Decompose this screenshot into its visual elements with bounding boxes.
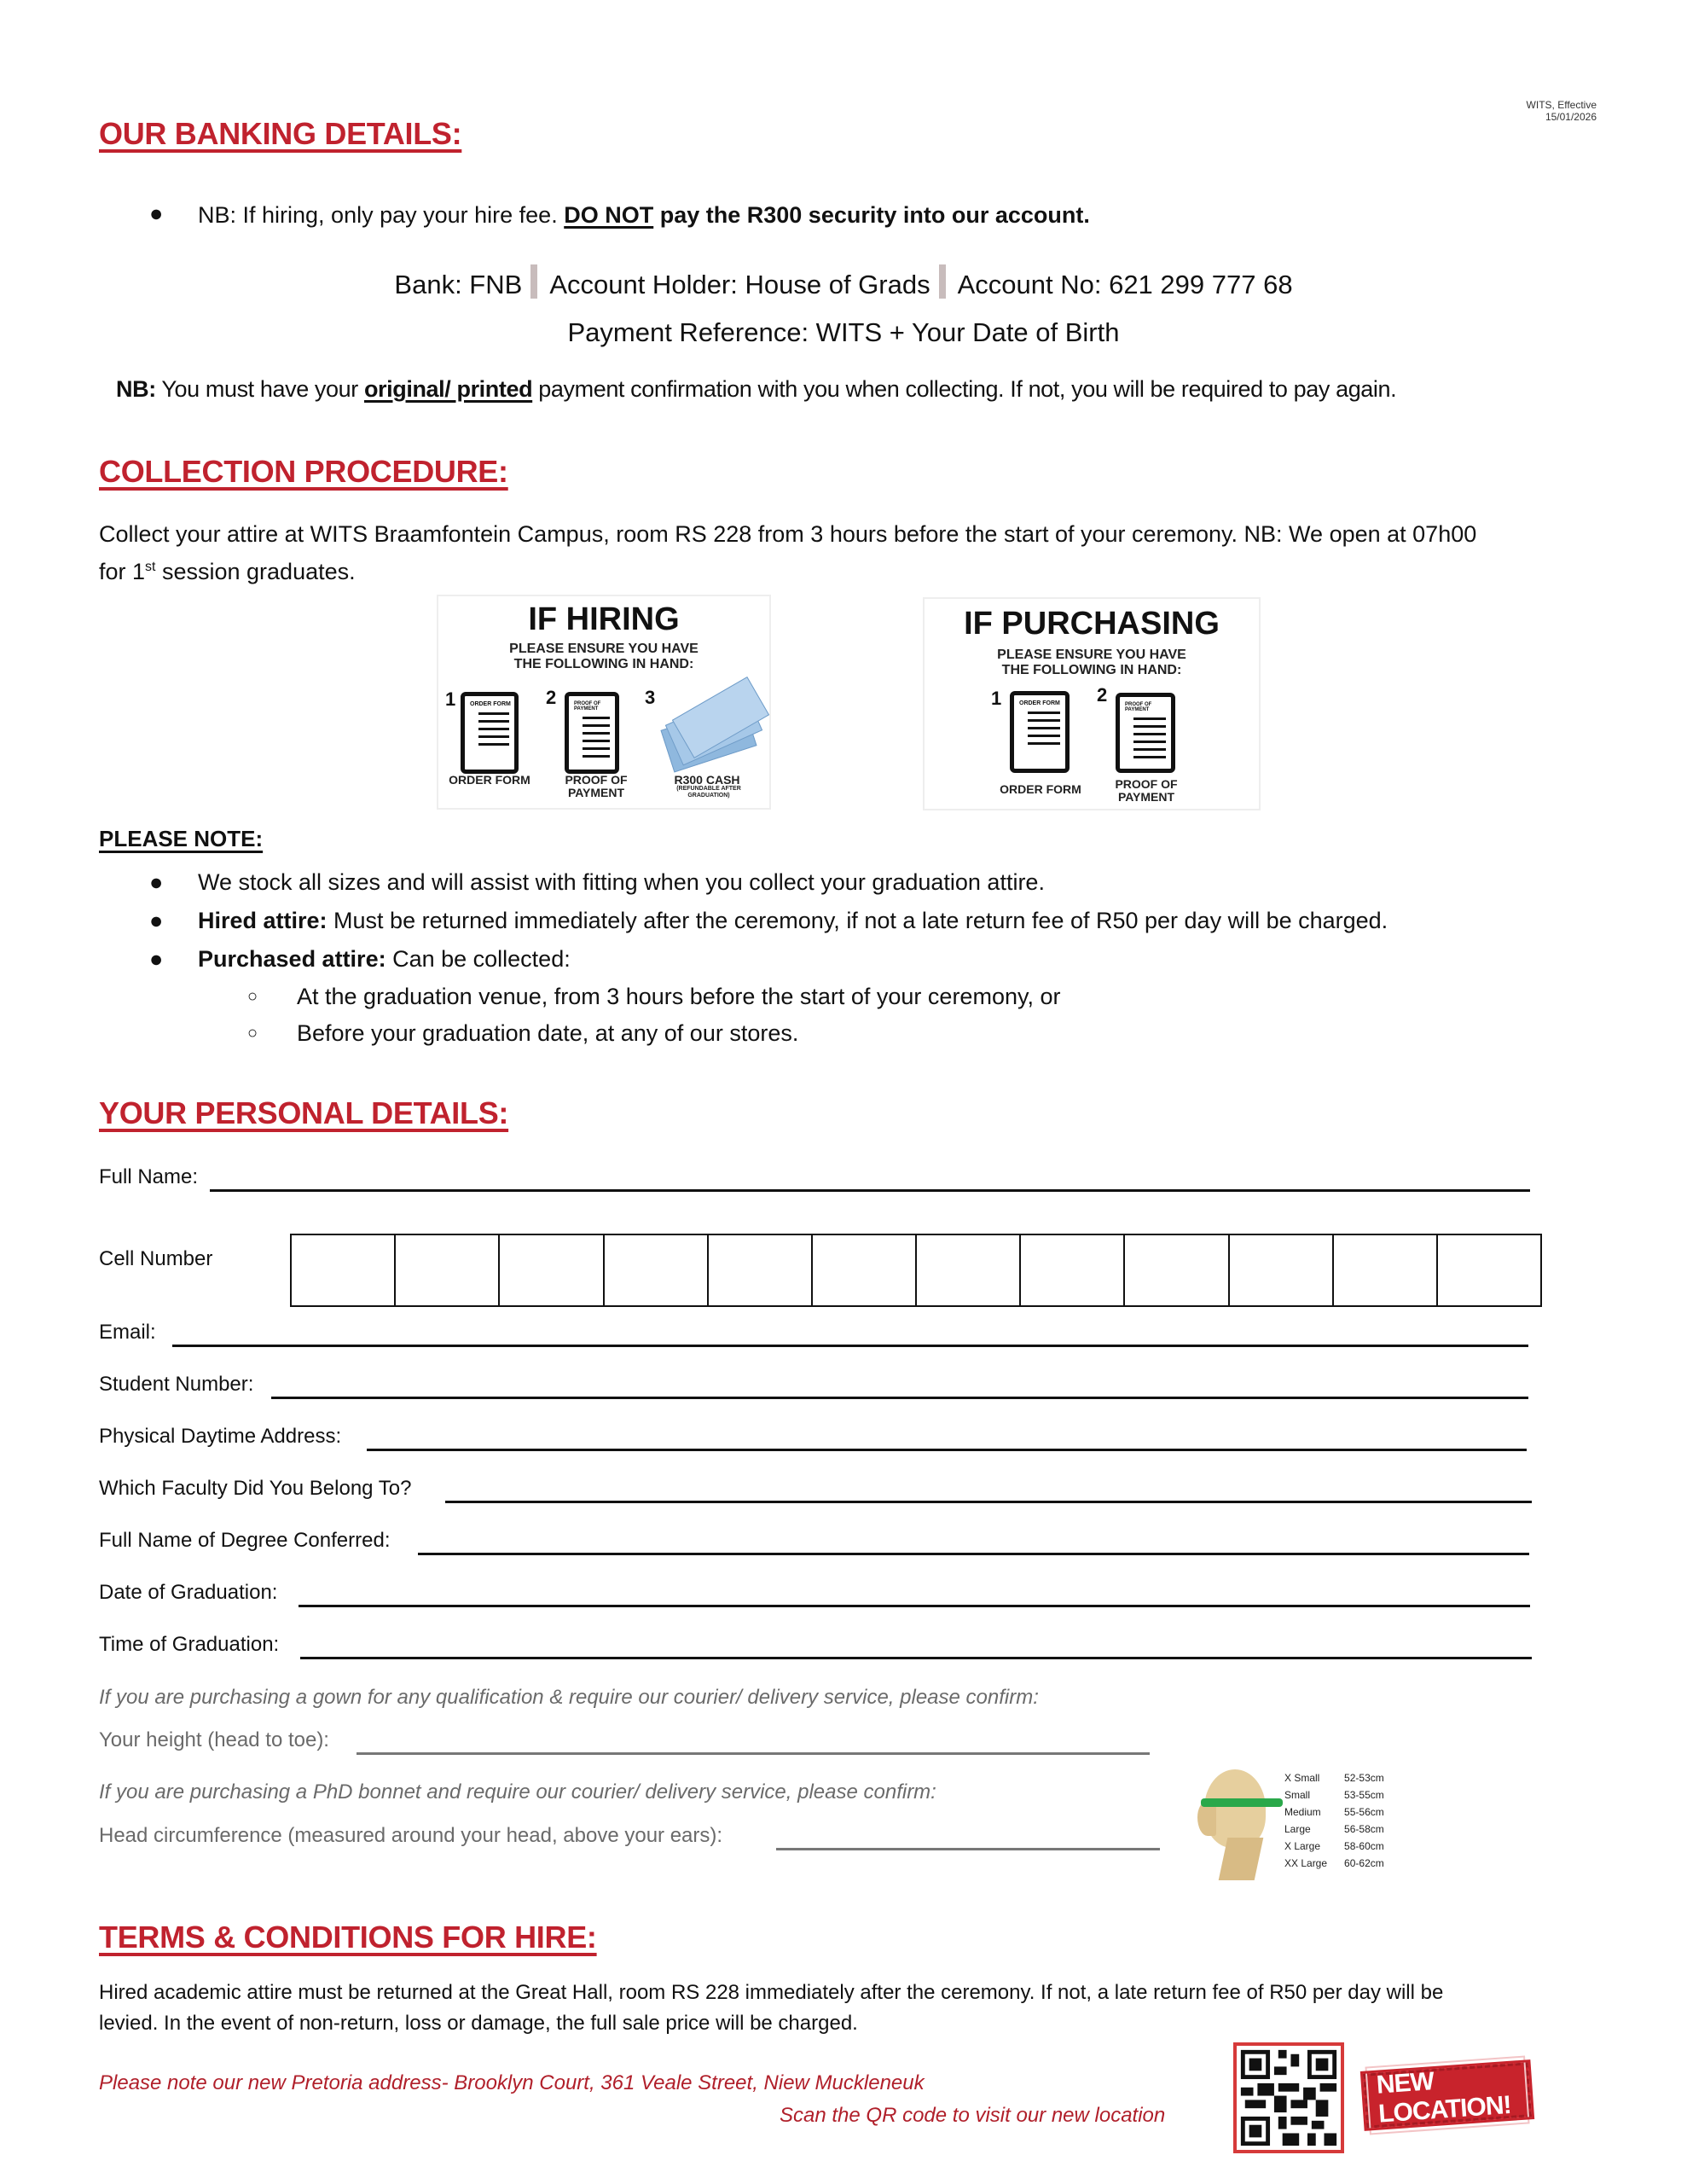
size-name: X Small (1284, 1772, 1320, 1784)
item-number: 1 (991, 688, 1002, 709)
full-name-field[interactable] (210, 1189, 1530, 1192)
full-name-label: Full Name: (99, 1165, 199, 1188)
item-note: (REFUNDABLE AFTER GRADUATION) (676, 786, 741, 799)
size-range: 55-56cm (1344, 1806, 1384, 1818)
student-number-field[interactable] (271, 1397, 1528, 1399)
size-range: 53-55cm (1344, 1789, 1384, 1801)
item-caption: R300 CASH (674, 773, 740, 787)
email-label: Email: (99, 1321, 156, 1344)
cell-number-digit-box[interactable] (709, 1235, 813, 1305)
confirm-emph: original/ printed (363, 376, 533, 402)
collection-line-2 (99, 558, 356, 585)
cell-number-digit-box[interactable] (605, 1235, 709, 1305)
cell-number-digit-box[interactable] (1334, 1235, 1438, 1305)
line2-pre: for 1 (99, 559, 146, 584)
note-item-1 (149, 868, 1045, 896)
personal-heading: YOUR PERSONAL DETAILS: (99, 1095, 509, 1130)
qr-code[interactable] (1233, 2042, 1344, 2153)
size-name: Large (1284, 1823, 1311, 1835)
degree-label: Full Name of Degree Conferred: (99, 1529, 391, 1552)
stamp-text: NEW LOCATION! (1365, 2056, 1529, 2135)
card-title: IF HIRING (528, 601, 680, 637)
date-field[interactable] (299, 1605, 1530, 1607)
note-subitem-1 (247, 983, 1060, 1010)
size-row (1284, 1855, 1401, 1872)
time-field[interactable] (300, 1657, 1532, 1659)
item-caption: PROOF OF PAYMENT (1115, 777, 1178, 804)
bullet-icon: ● (149, 200, 164, 226)
bonnet-delivery-note: If you are purchasing a PhD bonnet and require our courier/ delivery service, please confirm: (99, 1780, 936, 1804)
size-row (1284, 1804, 1401, 1821)
new-address-note: Please note our new Pretoria address- Brooklyn Court, 361 Veale Street, Niew Muckleneuk (99, 2071, 925, 2094)
time-label: Time of Graduation: (99, 1633, 280, 1656)
cell-number-digit-box[interactable] (1230, 1235, 1334, 1305)
cell-number-digit-box[interactable] (813, 1235, 917, 1305)
note-bold: Hired attire: (198, 908, 328, 933)
note-item-3 (149, 945, 571, 973)
banking-nb-item (149, 201, 1090, 229)
account-number: Account No: 621 299 777 68 (957, 270, 1293, 299)
confirm-pre: You must have your (155, 376, 364, 402)
nb-suffix: pay the R300 security into our account. (653, 202, 1090, 228)
email-field[interactable] (172, 1345, 1528, 1347)
size-row (1284, 1769, 1401, 1786)
item-caption: PROOF OF PAYMENT (565, 773, 628, 799)
gown-delivery-note: If you are purchasing a gown for any qualification & require our courier/ delivery service, please confirm: (99, 1686, 1039, 1709)
card-subtitle-2: THE FOLLOWING IN HAND: (513, 657, 694, 671)
item-number: 1 (445, 688, 456, 710)
card-title: IF PURCHASING (964, 606, 1220, 642)
bullet-icon: ● (149, 908, 164, 933)
cell-number-digit-box[interactable] (1125, 1235, 1229, 1305)
banknotes-icon (662, 690, 764, 772)
effective-label: WITS, Effective (1526, 99, 1597, 111)
order-form-icon: ORDER FORM (1010, 691, 1070, 773)
please-note-heading: PLEASE NOTE: (99, 826, 264, 851)
bank-details-line (0, 264, 1687, 300)
cell-number-boxes (290, 1234, 1542, 1307)
note-text: At the graduation venue, from 3 hours before the start of your ceremony, or (297, 984, 1061, 1009)
size-name: XX Large (1284, 1857, 1328, 1869)
note-text: Must be returned immediately after the ceremony, if not a late return fee of R50 per day will be charged. (327, 908, 1388, 933)
proof-of-payment-icon: PROOF OF PAYMENT (565, 692, 619, 774)
item-number: 3 (645, 687, 656, 708)
height-field[interactable] (357, 1752, 1150, 1755)
account-holder: Account Holder: House of Grads (549, 270, 930, 299)
bullet-icon: ● (149, 946, 164, 972)
effective-date-value: 15/01/2026 (1545, 111, 1597, 123)
circle-bullet-icon: ○ (247, 1024, 258, 1043)
size-row (1284, 1786, 1401, 1804)
size-range: 56-58cm (1344, 1823, 1384, 1835)
terms-line-2: levied. In the event of non-return, loss or damage, the full sale price will be charged. (99, 2012, 858, 2035)
note-text: Can be collected: (386, 946, 571, 972)
note-text: We stock all sizes and will assist with fitting when you collect your graduation attire. (198, 869, 1045, 895)
size-range: 52-53cm (1344, 1772, 1384, 1784)
note-text: Before your graduation date, at any of our stores. (297, 1020, 799, 1046)
collection-line-1: Collect your attire at WITS Braamfontein Campus, room RS 228 from 3 hours before the start of your ceremony. NB: We open at 07h00 (99, 521, 1477, 547)
confirm-nb: NB: (116, 376, 156, 402)
terms-heading: TERMS & CONDITIONS FOR HIRE: (99, 1920, 597, 1955)
order-form-icon: ORDER FORM (461, 692, 519, 774)
cell-number-digit-box[interactable] (396, 1235, 500, 1305)
collection-heading: COLLECTION PROCEDURE: (99, 454, 508, 489)
qr-code-icon (1237, 2046, 1341, 2150)
new-location-stamp (1363, 2062, 1532, 2128)
item-caption: ORDER FORM (1000, 782, 1081, 796)
card-subtitle-2: THE FOLLOWING IN HAND: (1001, 663, 1182, 677)
size-name: Medium (1284, 1806, 1321, 1818)
address-field[interactable] (367, 1449, 1527, 1451)
line2-sup: st (145, 560, 156, 574)
size-row (1284, 1838, 1401, 1855)
date-label: Date of Graduation: (99, 1581, 278, 1604)
effective-date (1527, 99, 1597, 123)
proof-of-payment-icon: PROOF OF PAYMENT (1116, 693, 1175, 773)
bullet-icon: ● (149, 869, 164, 895)
size-range: 60-62cm (1344, 1857, 1384, 1869)
nb-do-not: DO NOT (564, 202, 654, 228)
item-caption: ORDER FORM (449, 773, 530, 787)
student-number-label: Student Number: (99, 1373, 254, 1396)
faculty-label: Which Faculty Did You Belong To? (99, 1477, 412, 1500)
height-label: Your height (head to toe): (99, 1728, 329, 1751)
note-item-2 (149, 907, 1388, 934)
banking-heading: OUR BANKING DETAILS: (99, 116, 462, 151)
head-measurement-icon (1189, 1769, 1283, 1882)
separator (939, 264, 946, 299)
note-bold: Purchased attire: (198, 946, 386, 972)
item-number: 2 (546, 687, 557, 708)
faculty-field[interactable] (445, 1501, 1532, 1503)
card-subtitle-1: PLEASE ENSURE YOU HAVE (509, 642, 699, 656)
note-subitem-2 (247, 1019, 798, 1047)
scan-qr-note: Scan the QR code to visit our new location (780, 2104, 1166, 2127)
cell-number-digit-box[interactable] (500, 1235, 604, 1305)
item-number: 2 (1097, 684, 1108, 706)
size-name: X Large (1284, 1840, 1321, 1852)
size-row (1284, 1821, 1401, 1838)
head-size-chart (1284, 1769, 1401, 1872)
cell-number-digit-box[interactable] (1021, 1235, 1125, 1305)
line2-post: session graduates. (155, 559, 356, 584)
head-circumference-label: Head circumference (measured around your head, above your ears): (99, 1824, 723, 1847)
card-subtitle-1: PLEASE ENSURE YOU HAVE (997, 648, 1186, 662)
cell-number-label: Cell Number (99, 1247, 213, 1270)
if-hiring-card (437, 595, 771, 810)
circle-bullet-icon: ○ (247, 987, 258, 1006)
size-name: Small (1284, 1789, 1311, 1801)
confirm-post: payment confirmation with you when collecting. If not, you will be required to pay again. (532, 376, 1397, 402)
cell-number-digit-box[interactable] (292, 1235, 396, 1305)
terms-line-1: Hired academic attire must be returned at the Great Hall, room RS 228 immediately after the ceremony. If not, a late return fee of R50 per day will be (99, 1981, 1444, 2004)
cell-number-digit-box[interactable] (917, 1235, 1021, 1305)
address-label: Physical Daytime Address: (99, 1425, 342, 1448)
bank-name: Bank: FNB (394, 270, 523, 299)
payment-confirmation-note (116, 375, 1396, 403)
degree-field[interactable] (418, 1553, 1529, 1555)
separator (530, 264, 537, 299)
cell-number-digit-box[interactable] (1438, 1235, 1540, 1305)
nb-prefix: NB: If hiring, only pay your hire fee. (198, 202, 565, 228)
size-range: 58-60cm (1344, 1840, 1384, 1852)
if-purchasing-card (923, 597, 1261, 810)
payment-reference: Payment Reference: WITS + Your Date of Birth (567, 317, 1120, 347)
head-circumference-field[interactable] (776, 1848, 1160, 1850)
